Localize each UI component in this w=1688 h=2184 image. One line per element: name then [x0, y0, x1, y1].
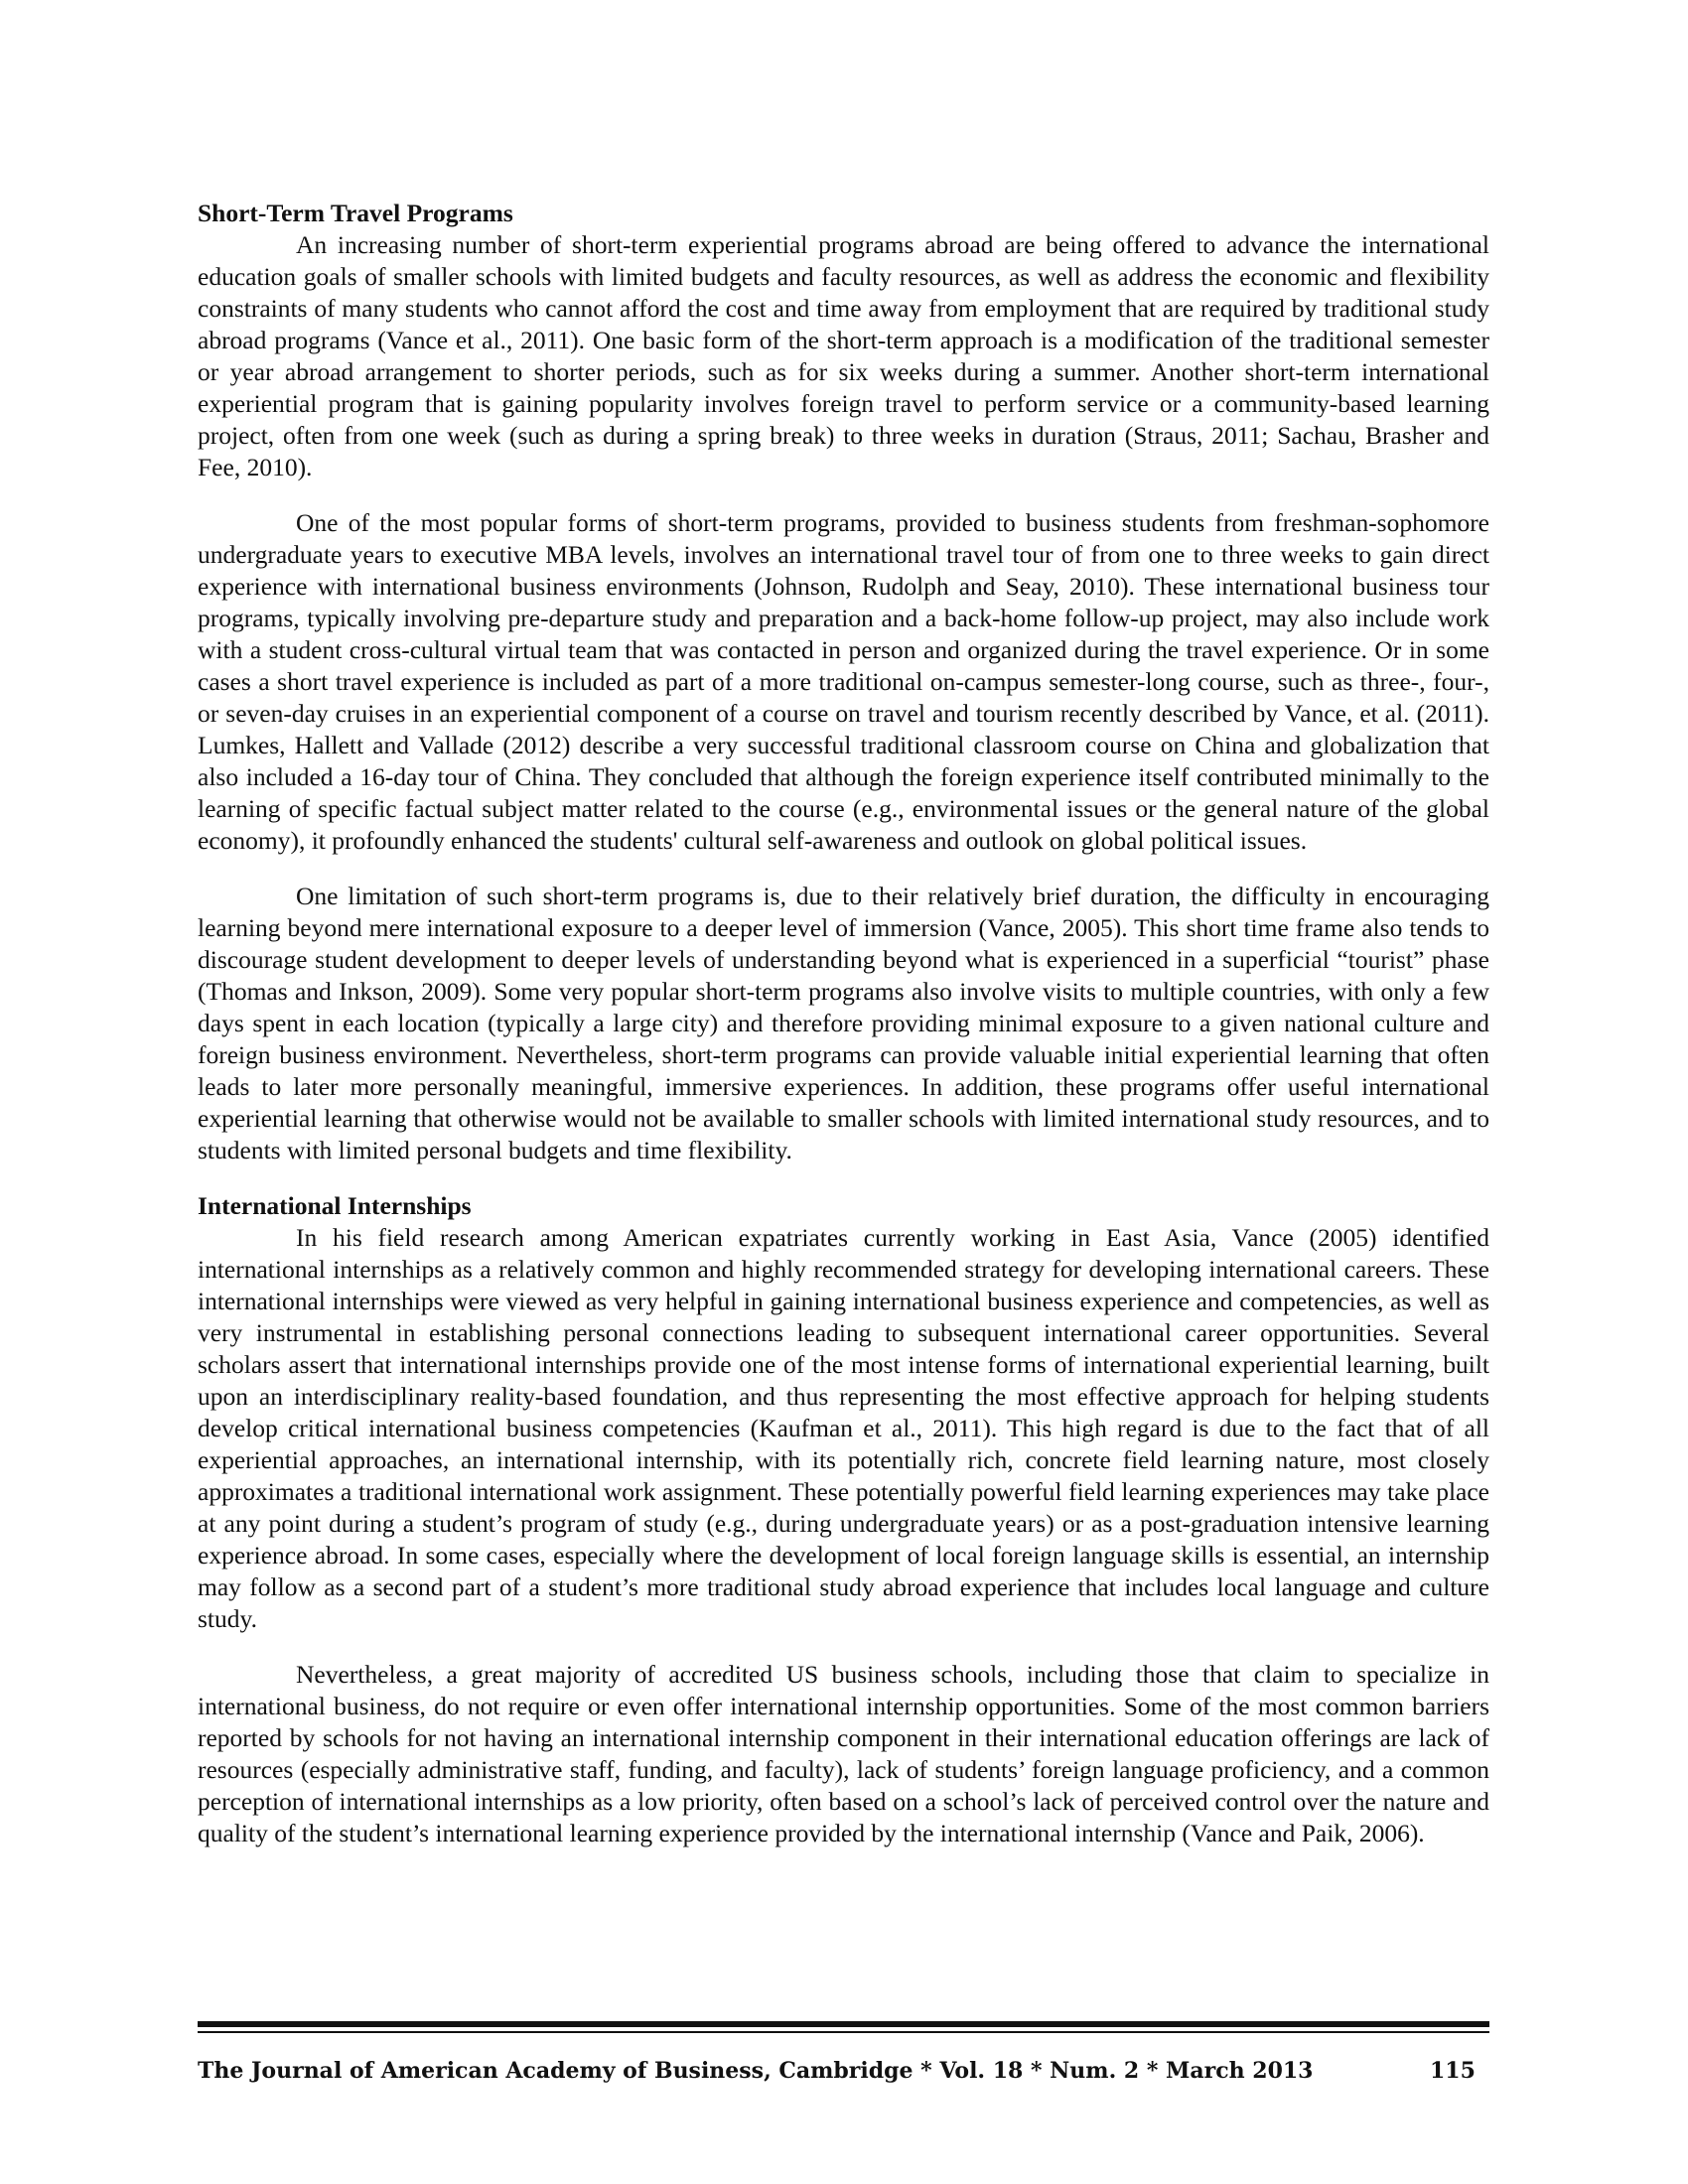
paragraph: In his field research among American expatriates currently working in East Asia, Vance (2005) identified international internships as a relatively common and highly recommended strategy for developing international careers. These international internships were viewed as very helpful in gaining international business experience and competencies, as well as very instrumental in establishing personal connections leading to subsequent international career opportunities. Several scholars assert that international internships provide one of the most intense forms of international experiential learning, built upon an interdisciplinary reality-based foundation, and thus representing the most effective approach for helping students develop critical international business competencies (Kaufman et al., 2011). This high regard is due to the fact that of all experiential approaches, an international internship, with its potentially rich, concrete field learning nature, most closely approximates a traditional international work assignment. These potentially powerful field learning experiences may take place at any point during a student’s program of study (e.g., during undergraduate years) or as a post-graduation intensive learning experience abroad. In some cases, especially where the development of local foreign language skills is essential, an internship may follow as a second part of a student’s more traditional study abroad experience that includes local language and culture study. — [198, 1223, 1489, 1633]
page-number: 115 — [1430, 2058, 1476, 2084]
footer-rule-thin — [198, 2031, 1489, 2033]
section-heading-international-internships: International Internships — [198, 1191, 472, 1220]
paragraph: One of the most popular forms of short-term programs, provided to business students from freshman-sophomore undergraduate years to executive MBA levels, involves an international travel tour of from one to three weeks to gain direct experience with international business environments (Johnson, Rudolph and Seay, 2010). These international business tour programs, typically involving pre-departure study and preparation and a back-home follow-up project, may also include work with a student cross-cultural virtual team that was contacted in person and organized during the travel experience. Or in some cases a short travel experience is included as part of a more traditional on-campus semester-long course, such as three-, four-, or seven-day cruises in an experiential component of a course on travel and tourism recently described by Vance, et al. (2011). Lumkes, Hallett and Vallade (2012) describe a very successful traditional classroom course on China and globalization that also included a 16-day tour of China. They concluded that although the foreign experience itself contributed minimally to the learning of specific factual subject matter related to the course (e.g., environmental issues or the general nature of the global economy), it profoundly enhanced the students' cultural self-awareness and outlook on global political issues. — [198, 508, 1489, 855]
body-text — [198, 198, 1489, 1873]
paragraph: An increasing number of short-term experiential programs abroad are being offered to advance the international education goals of smaller schools with limited budgets and faculty resources, as well as address the economic and flexibility constraints of many students who cannot afford the cost and time away from employment that are required by traditional study abroad programs (Vance et al., 2011). One basic form of the short-term approach is a modification of the traditional semester or year abroad arrangement to shorter periods, such as for six weeks during a summer. Another short-term international experiential program that is gaining popularity involves foreign travel to perform service or a community-based learning project, often from one week (such as during a spring break) to three weeks in duration (Straus, 2011; Sachau, Brasher and Fee, 2010). — [198, 230, 1489, 481]
section-heading-short-term-travel: Short-Term Travel Programs — [198, 199, 513, 227]
paragraph: One limitation of such short-term programs is, due to their relatively brief duration, the difficulty in encouraging learning beyond mere international exposure to a deeper level of immersion (Vance, 2005). This short time frame also tends to discourage student development to deeper levels of understanding beyond what is experienced in a superficial “tourist” phase (Thomas and Inkson, 2009). Some very popular short-term programs also involve visits to multiple countries, with only a few days spent in each location (typically a large city) and therefore providing minimal exposure to a given national culture and foreign business environment. Nevertheless, short-term programs can provide valuable initial experiential learning that often leads to later more personally meaningful, immersive experiences. In addition, these programs offer useful international experiential learning that otherwise would not be available to smaller schools with limited international study resources, and to students with limited personal budgets and time flexibility. — [198, 882, 1489, 1164]
footer-journal-citation: The Journal of American Academy of Business, Cambridge * Vol. 18 * Num. 2 * March 2013 — [198, 2058, 1314, 2084]
footer-rule-thick — [198, 2021, 1489, 2027]
paragraph: Nevertheless, a great majority of accredited US business schools, including those that claim to specialize in international business, do not require or even offer international internship opportunities. Some of the most common barriers reported by schools for not having an international internship component in their international education offerings are lack of resources (especially administrative staff, funding, and faculty), lack of students’ foreign language proficiency, and a common perception of international internships as a low priority, often based on a school’s lack of perceived control over the nature and quality of the student’s international learning experience provided by the international internship (Vance and Paik, 2006). — [198, 1660, 1489, 1847]
